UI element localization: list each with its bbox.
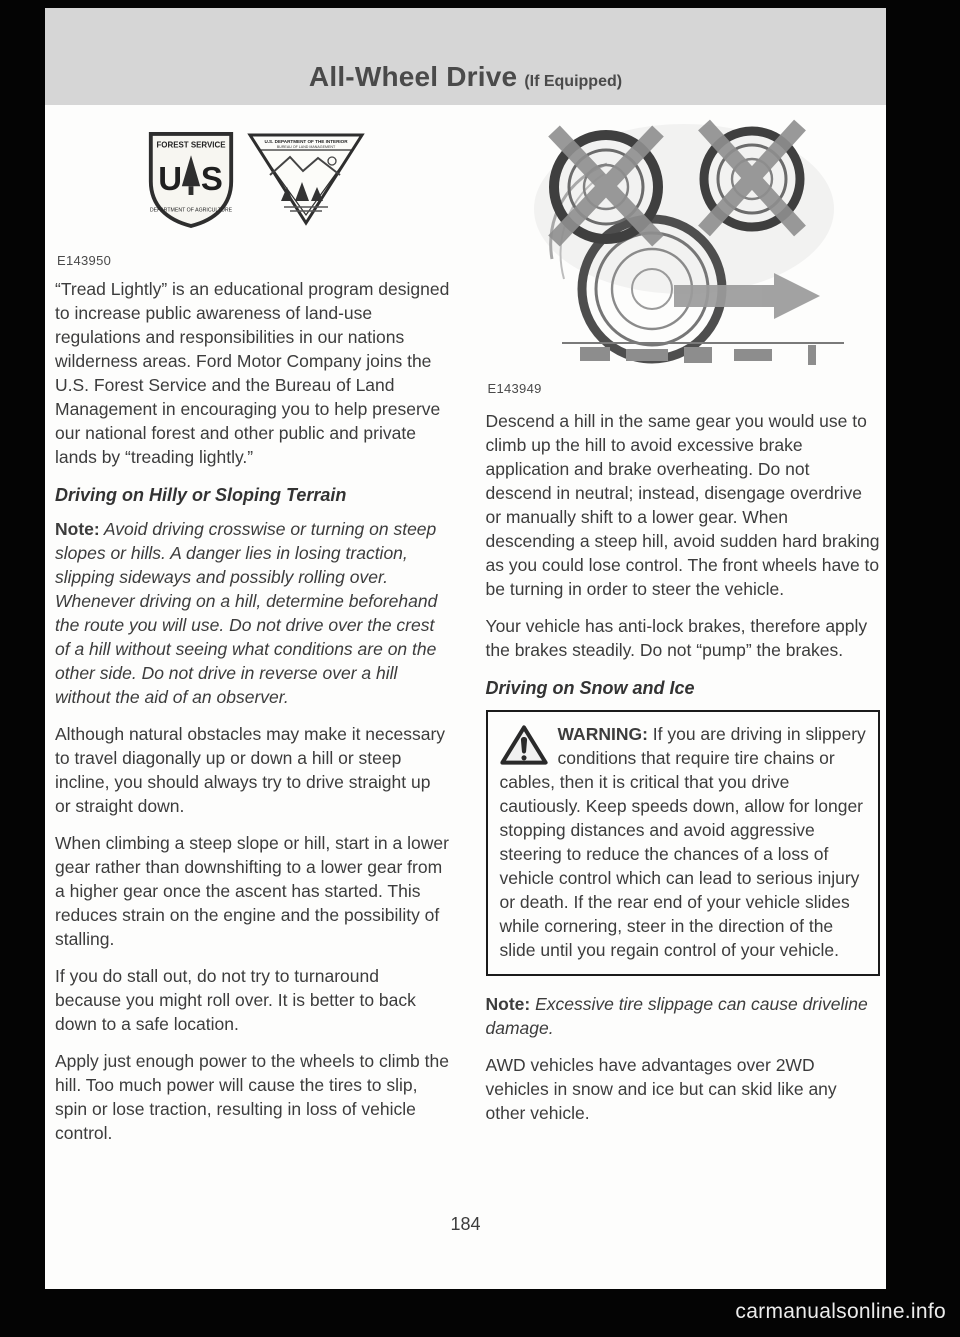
section-heading-hilly-terrain: Driving on Hilly or Sloping Terrain: [55, 485, 347, 505]
wheels-illustration-icon: [524, 109, 866, 371]
warning-text: If you are driving in slippery conditions that require tire chains or cables, then it is critical that you drive cautiously. Keep speeds down, allow for longer stopping distances and avoid aggressive steering to reduce the chances of a loss of vehicle control which can lead to serious injury or death. If the rear end of your vehicle slides while cornering, steer in the direction of the slide until you regain control of your vehicle.: [499, 724, 866, 960]
svg-text:FOREST SERVICE: FOREST SERVICE: [156, 140, 226, 150]
warning-label: WARNING:: [557, 724, 648, 744]
figure-wheels-crossed: [486, 109, 881, 409]
warning-box: [486, 710, 881, 976]
page-header: [45, 8, 886, 105]
page-title: [309, 61, 622, 93]
page-title-sub: (If Equipped): [524, 73, 623, 90]
paragraph: Although natural obstacles may make it necessary to travel diagonally up or down a hill or steep incline, you should always try to drive straight up or straight down.: [55, 724, 446, 816]
paragraph: “Tread Lightly” is an educational program designed to increase public awareness of land-use regulations and responsibilities in our nations wilderness areas. Ford Motor Company joins the U.S. Forest Service and the Bureau of Land Management in encouraging you to help preserve our national forest and other public and private lands by “treading lightly.”: [55, 279, 450, 467]
note-paragraph: [55, 517, 450, 709]
section-heading-snow-ice: Driving on Snow and Ice: [485, 678, 695, 698]
svg-text:U: U: [158, 160, 183, 198]
warning-triangle-icon: [500, 724, 548, 766]
note-text: Excessive tire slippage can cause driveline damage.: [485, 994, 868, 1038]
svg-text:BUREAU OF LAND MANAGEMENT: BUREAU OF LAND MANAGEMENT: [276, 145, 336, 149]
note-label: Note:: [55, 519, 100, 539]
agency-logos: [145, 127, 450, 231]
svg-text:S: S: [200, 160, 223, 198]
content-columns: [45, 105, 886, 1158]
figure-label: E143949: [487, 381, 542, 396]
page-title-main: All-Wheel Drive: [308, 61, 518, 92]
paragraph: Descend a hill in the same gear you would use to climb up the hill to avoid excessive brake application and brake overheating. Do not descend in neutral; instead, disengage overdrive or manually shift to a lower gear. When descending a steep hill, avoid sudden hard braking as you could lose control. The front wheels have to be turning in order to steer the vehicle.: [485, 411, 880, 599]
paragraph: Apply just enough power to the wheels to climb the hill. Too much power will cause the tires to slip, spin or lose traction, resulting in loss of vehicle control.: [55, 1051, 449, 1143]
paragraph: AWD vehicles have advantages over 2WD vehicles in snow and ice but can skid like any other vehicle.: [485, 1055, 837, 1123]
paragraph: Your vehicle has anti-lock brakes, therefore apply the brakes steadily. Do not “pump” the brakes.: [485, 616, 868, 660]
note-paragraph: [486, 992, 881, 1040]
svg-text:DEPARTMENT OF AGRICULTURE: DEPARTMENT OF AGRICULTURE: [149, 207, 233, 214]
note-text: Avoid driving crosswise or turning on steep slopes or hills. A danger lies in losing traction, slipping sideways and possibly rolling over. Whenever driving on a hill, determine beforehand the route you will use. Do not drive over the crest of a hill without seeing what conditions are on the other side. Do not drive in reverse over a hill without the aid of an observer.: [55, 519, 438, 707]
svg-text:U.S. DEPARTMENT OF THE INTERIO: U.S. DEPARTMENT OF THE INTERIOR: [264, 139, 348, 144]
note-label: Note:: [485, 994, 531, 1014]
right-column: [486, 105, 881, 1158]
figure-label: E143950: [57, 253, 112, 268]
paragraph: When climbing a steep slope or hill, start in a lower gear rather than downshifting to a lower gear from a higher gear once the ascent has started. This reduces strain on the engine and the possibility of stalling.: [55, 833, 449, 949]
interior-blm-badge-icon: [245, 127, 367, 227]
watermark: carmanualsonline.info: [735, 1300, 946, 1323]
page-number: 184: [450, 1214, 481, 1234]
forest-service-badge-icon: [145, 127, 237, 231]
paragraph: If you do stall out, do not try to turnaround because you might roll over. It is better to back down to a safe location.: [55, 966, 416, 1034]
left-column: [55, 105, 450, 1158]
manual-paper: [45, 8, 886, 1289]
figure-tread-lightly: [55, 127, 450, 277]
